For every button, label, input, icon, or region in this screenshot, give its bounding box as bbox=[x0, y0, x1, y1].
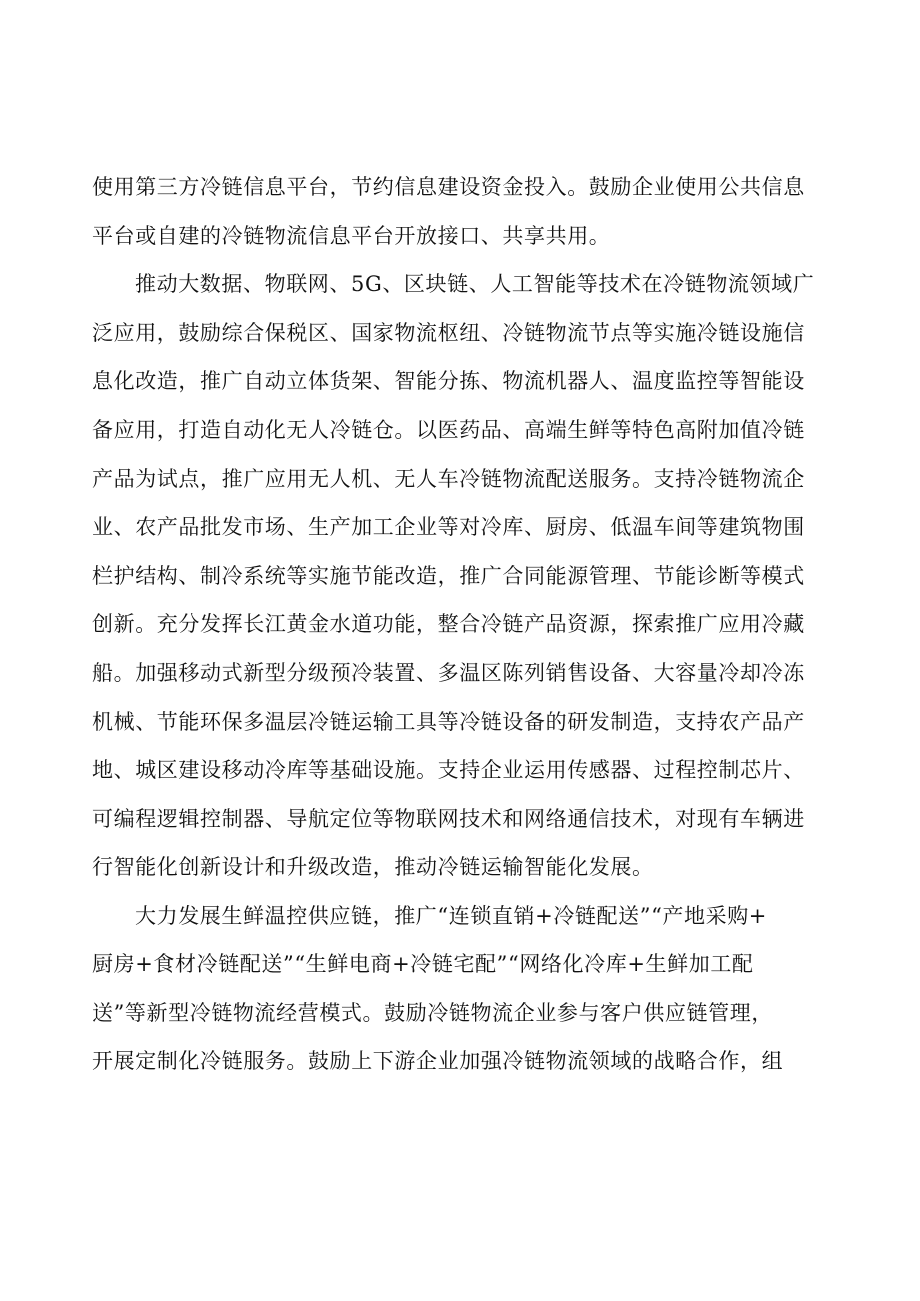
text-line: 厨房+食材冷链配送”“生鲜电商+冷链宅配”“网络化冷库+生鲜加工配 bbox=[92, 952, 754, 976]
text-line: 备应用，打造自动化无人冷链仓。以医药品、高端生鲜等特色高附加值冷链 bbox=[92, 418, 805, 442]
text-line: 开展定制化冷链服务。鼓励上下游企业加强冷链物流领域的战略合作，组 bbox=[92, 1049, 784, 1073]
text-line: 使用第三方冷链信息平台，节约信息建设资金投入。鼓励企业使用公共信息 bbox=[92, 175, 805, 199]
text-line: 泛应用，鼓励综合保税区、国家物流枢纽、冷链物流节点等实施冷链设施信 bbox=[92, 321, 805, 345]
text-line: 创新。充分发挥长江黄金水道功能，整合冷链产品资源，探索推广应用冷藏 bbox=[92, 612, 805, 636]
text-line: 栏护结构、制冷系统等实施节能改造，推广合同能源管理、节能诊断等模式 bbox=[92, 564, 805, 588]
text-line: 送”等新型冷链物流经营模式。鼓励冷链物流企业参与客户供应链管理， bbox=[92, 1001, 773, 1025]
text-line: 可编程逻辑控制器、导航定位等物联网技术和网络通信技术，对现有车辆进 bbox=[92, 807, 805, 831]
text-line: 地、城区建设移动冷库等基础设施。支持企业运用传感器、过程控制芯片、 bbox=[92, 758, 805, 782]
text-line: 大力发展生鲜温控供应链，推广“连锁直销+冷链配送”“产地采购+ bbox=[135, 904, 767, 928]
text-line: 产品为试点，推广应用无人机、无人车冷链物流配送服务。支持冷链物流企 bbox=[92, 467, 805, 491]
text-line: 业、农产品批发市场、生产加工企业等对冷库、厨房、低温车间等建筑物围 bbox=[92, 515, 805, 539]
text-line: 推动大数据、物联网、5G、区块链、人工智能等技术在冷链物流领域广 bbox=[135, 272, 815, 296]
text-line: 息化改造，推广自动立体货架、智能分拣、物流机器人、温度监控等智能设 bbox=[92, 369, 805, 393]
text-line: 行智能化创新设计和升级改造，推动冷链运输智能化发展。 bbox=[92, 855, 654, 879]
text-line: 船。加强移动式新型分级预冷装置、多温区陈列销售设备、大容量冷却冷冻 bbox=[92, 661, 805, 685]
text-line: 机械、节能环保多温层冷链运输工具等冷链设备的研发制造，支持农产品产 bbox=[92, 710, 805, 734]
text-line: 平台或自建的冷链物流信息平台开放接口、共享共用。 bbox=[92, 224, 611, 248]
